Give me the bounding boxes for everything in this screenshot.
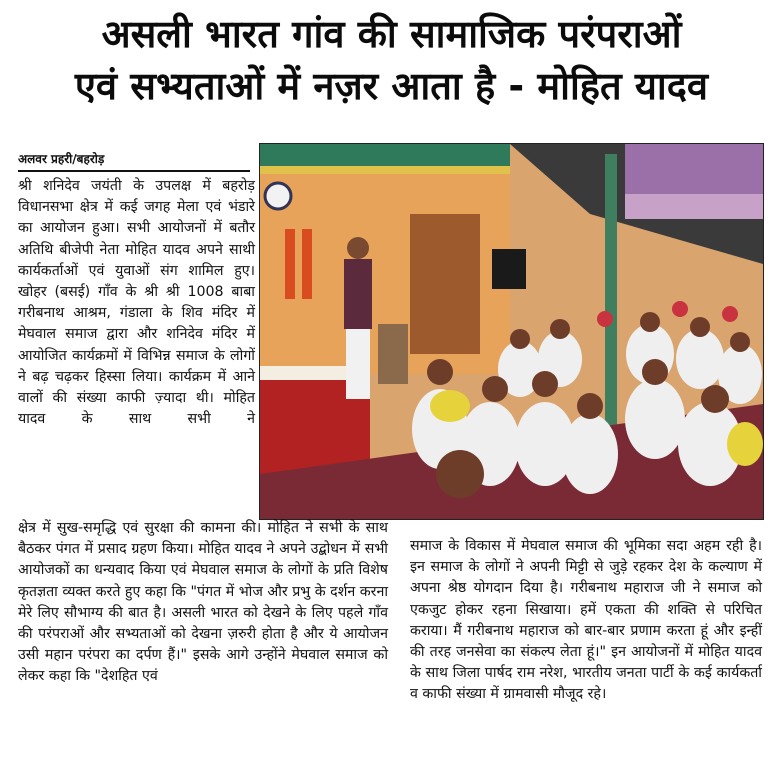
byline: अलवर प्रहरी/बहरोड़ <box>18 150 250 172</box>
article-full-text: क्षेत्र में सुख-समृद्धि एवं सुरक्षा की कामना की। मोहित ने सभी के साथ बैठकर पंगत में प्रसाद ग्रहण किया। मोहित यादव ने अपने उद्बोधन में सभी आयोजकों का धन्यवाद किया एवं मेघवाल समाज के लोगों के प्रति विशेष कृतज्ञता व्यक्त करते हुए कहा कि "पंगत में भोज और प्रभु के दर्शन करना मेरे लिए सौभाग्य की बात है। असली भारत को देखने के लिए पहले गाँव की परंपराओं और सभ्यताओं को देखना ज़रुरी होता है और ये आयोजन उसी महान परंपरा का दर्पण हैं।" इसके आगे उन्होंने मेघवाल समाज को लेकर कहा कि "देशहित एवं <box>18 520 388 685</box>
article-right-column <box>410 536 762 706</box>
headline-line-1: असली भारत गांव की सामाजिक परंपराओं <box>101 12 682 56</box>
article-left-text: श्री शनिदेव जयंती के उपलक्ष में बहरोड़ विधानसभा क्षेत्र में कई जगह मेला एवं भंडारे का आयोजन हुआ। सभी आयोजनों में बतौर अतिथि बीजेपी नेता मोहित यादव अपने साथी कार्यकर्ताओं एवं युवाओं संग शामिल हुए। खोहर (बसई) गाँव के श्री श्री 1008 बाबा गरीबनाथ आश्रम, गंडाला के शिव मंदिर में मेघवाल समाज द्वारा और शनिदेव मंदिर में आयोजित कार्यक्रमों में विभिन्न समाज के लोगों ने बढ़ चढ़कर हिस्सा लिया। कार्यक्रम में आने वालों की संख्या काफी ज़्यादा थी। मोहित यादव के साथ सभी ने <box>18 178 255 428</box>
event-photo <box>259 143 764 520</box>
headline <box>0 8 783 112</box>
headline-line-2: एवं सभ्यताओं में नज़र आता है - मोहित यादव <box>74 64 709 108</box>
article-left-column <box>18 176 255 430</box>
article-full-width <box>18 518 388 688</box>
event-photo-illustration <box>260 144 763 519</box>
article-right-text: समाज के विकास में मेघवाल समाज की भूमिका सदा अहम रही है। इन समाज के लोगों ने अपनी मिट्टी से जुड़े रहकर देश के कल्याण में अपना श्रेष्ठ योगदान दिया है। गरीबनाथ महाराज जी ने समाज को एकजुट होकर रहना सिखाया। हमें एकता की शक्ति से परिचित कराया। मैं गरीबनाथ महाराज को बार-बार प्रणाम करता हूं और इन्हीं की तरह जनसेवा का संकल्प लेता हूं।" इन आयोजनों में मोहित यादव के साथ जिला पार्षद राम नरेश, भारतीय जनता पार्टी के कई कार्यकर्ता व काफी संख्या में ग्रामवासी मौजूद रहे। <box>410 538 762 703</box>
